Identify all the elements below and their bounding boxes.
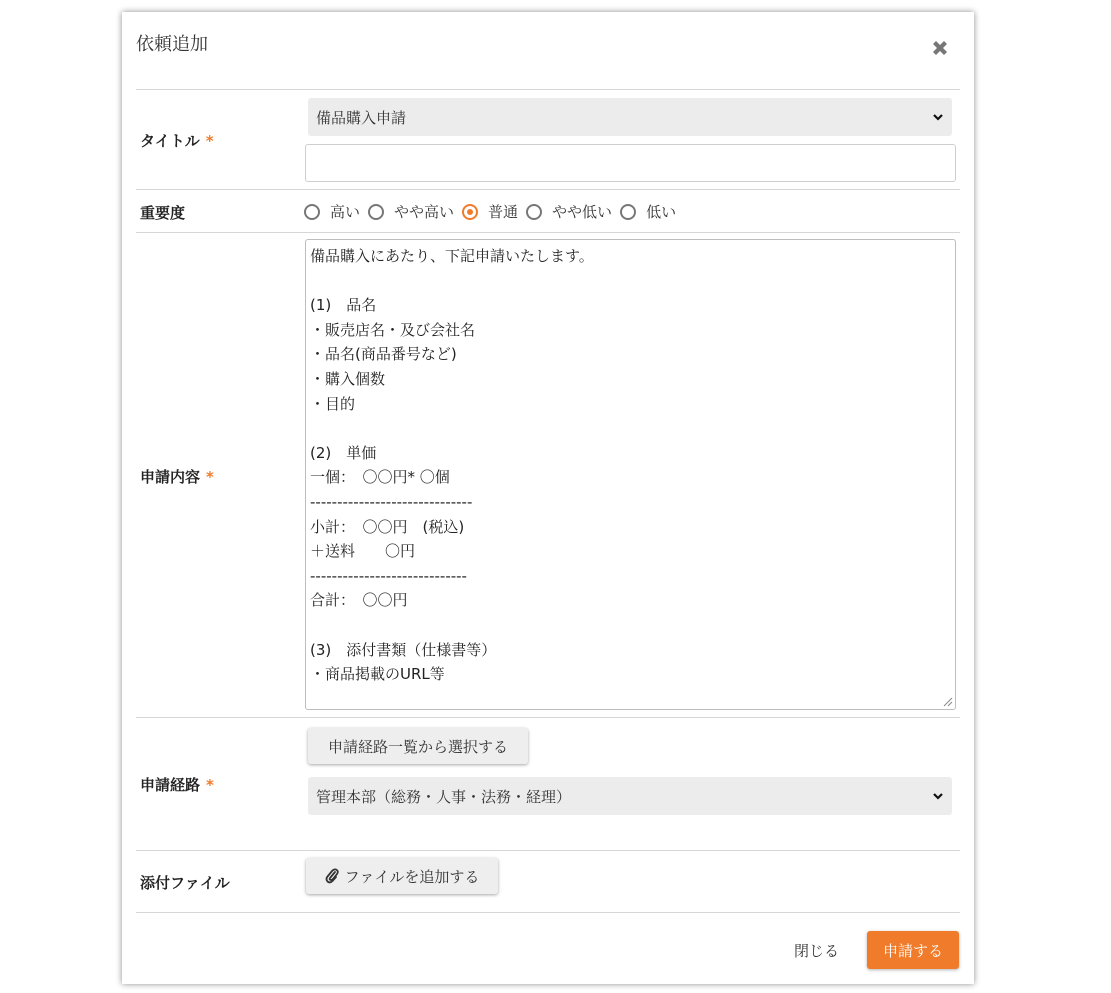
route-label: 申請経路 * xyxy=(140,776,214,794)
dialog-title: 依頼追加 xyxy=(136,34,208,55)
paperclip-icon xyxy=(325,868,339,884)
chevron-down-icon xyxy=(932,790,944,802)
priority-radio-group xyxy=(304,201,684,222)
route-select[interactable] xyxy=(308,777,952,815)
priority-option-somewhat-high[interactable]: やや高い xyxy=(368,201,454,222)
attachment-label: 添付ファイル xyxy=(140,874,230,892)
content-label: 申請内容 * xyxy=(140,468,214,486)
close-button[interactable]: 閉じる xyxy=(794,942,840,960)
required-mark: * xyxy=(206,776,214,794)
required-mark: * xyxy=(206,468,214,486)
radio-button[interactable] xyxy=(526,204,542,220)
radio-button[interactable] xyxy=(368,204,384,220)
route-select-value: 管理本部（総務・人事・法務・経理） xyxy=(316,787,572,806)
priority-option-high[interactable]: 高い xyxy=(304,201,360,222)
close-icon[interactable] xyxy=(928,36,952,60)
request-dialog xyxy=(122,12,974,984)
content-textarea[interactable] xyxy=(305,239,956,710)
radio-button[interactable] xyxy=(620,204,636,220)
divider xyxy=(136,232,960,233)
add-file-button[interactable]: ファイルを追加する xyxy=(306,858,498,894)
divider xyxy=(136,717,960,718)
priority-option-normal[interactable]: 普通 xyxy=(462,201,518,222)
radio-button[interactable] xyxy=(304,204,320,220)
priority-option-low[interactable]: 低い xyxy=(620,201,676,222)
divider xyxy=(136,189,960,190)
required-mark: * xyxy=(205,132,214,150)
divider xyxy=(136,912,960,913)
chevron-down-icon xyxy=(932,111,944,123)
priority-option-somewhat-low[interactable]: やや低い xyxy=(526,201,612,222)
divider xyxy=(136,850,960,851)
template-select[interactable] xyxy=(308,98,952,136)
select-route-button[interactable]: 申請経路一覧から選択する xyxy=(308,728,528,764)
content-text: 備品購入にあたり、下記申請いたします。 (1) 品名 ・販売店名・及び会社名 ・品名(商品番号など) ・購入個数 ・目的 (2) 単価 一個： 〇〇円* 〇個 ------------------------------ 小計： 〇〇円 (税込) ＋送料 〇円 ----------------------------- 合計： 〇〇円 (3) 添付書類（仕様書等） ・商品掲載のURL等 xyxy=(310,247,594,684)
template-select-value: 備品購入申請 xyxy=(316,108,407,127)
divider xyxy=(136,89,960,90)
submit-button[interactable]: 申請する xyxy=(867,931,959,969)
resize-handle-icon[interactable] xyxy=(943,697,953,707)
radio-button-checked[interactable] xyxy=(462,204,478,220)
title-input[interactable] xyxy=(305,144,956,182)
title-label: タイトル * xyxy=(140,132,214,150)
priority-label: 重要度 xyxy=(140,204,186,222)
